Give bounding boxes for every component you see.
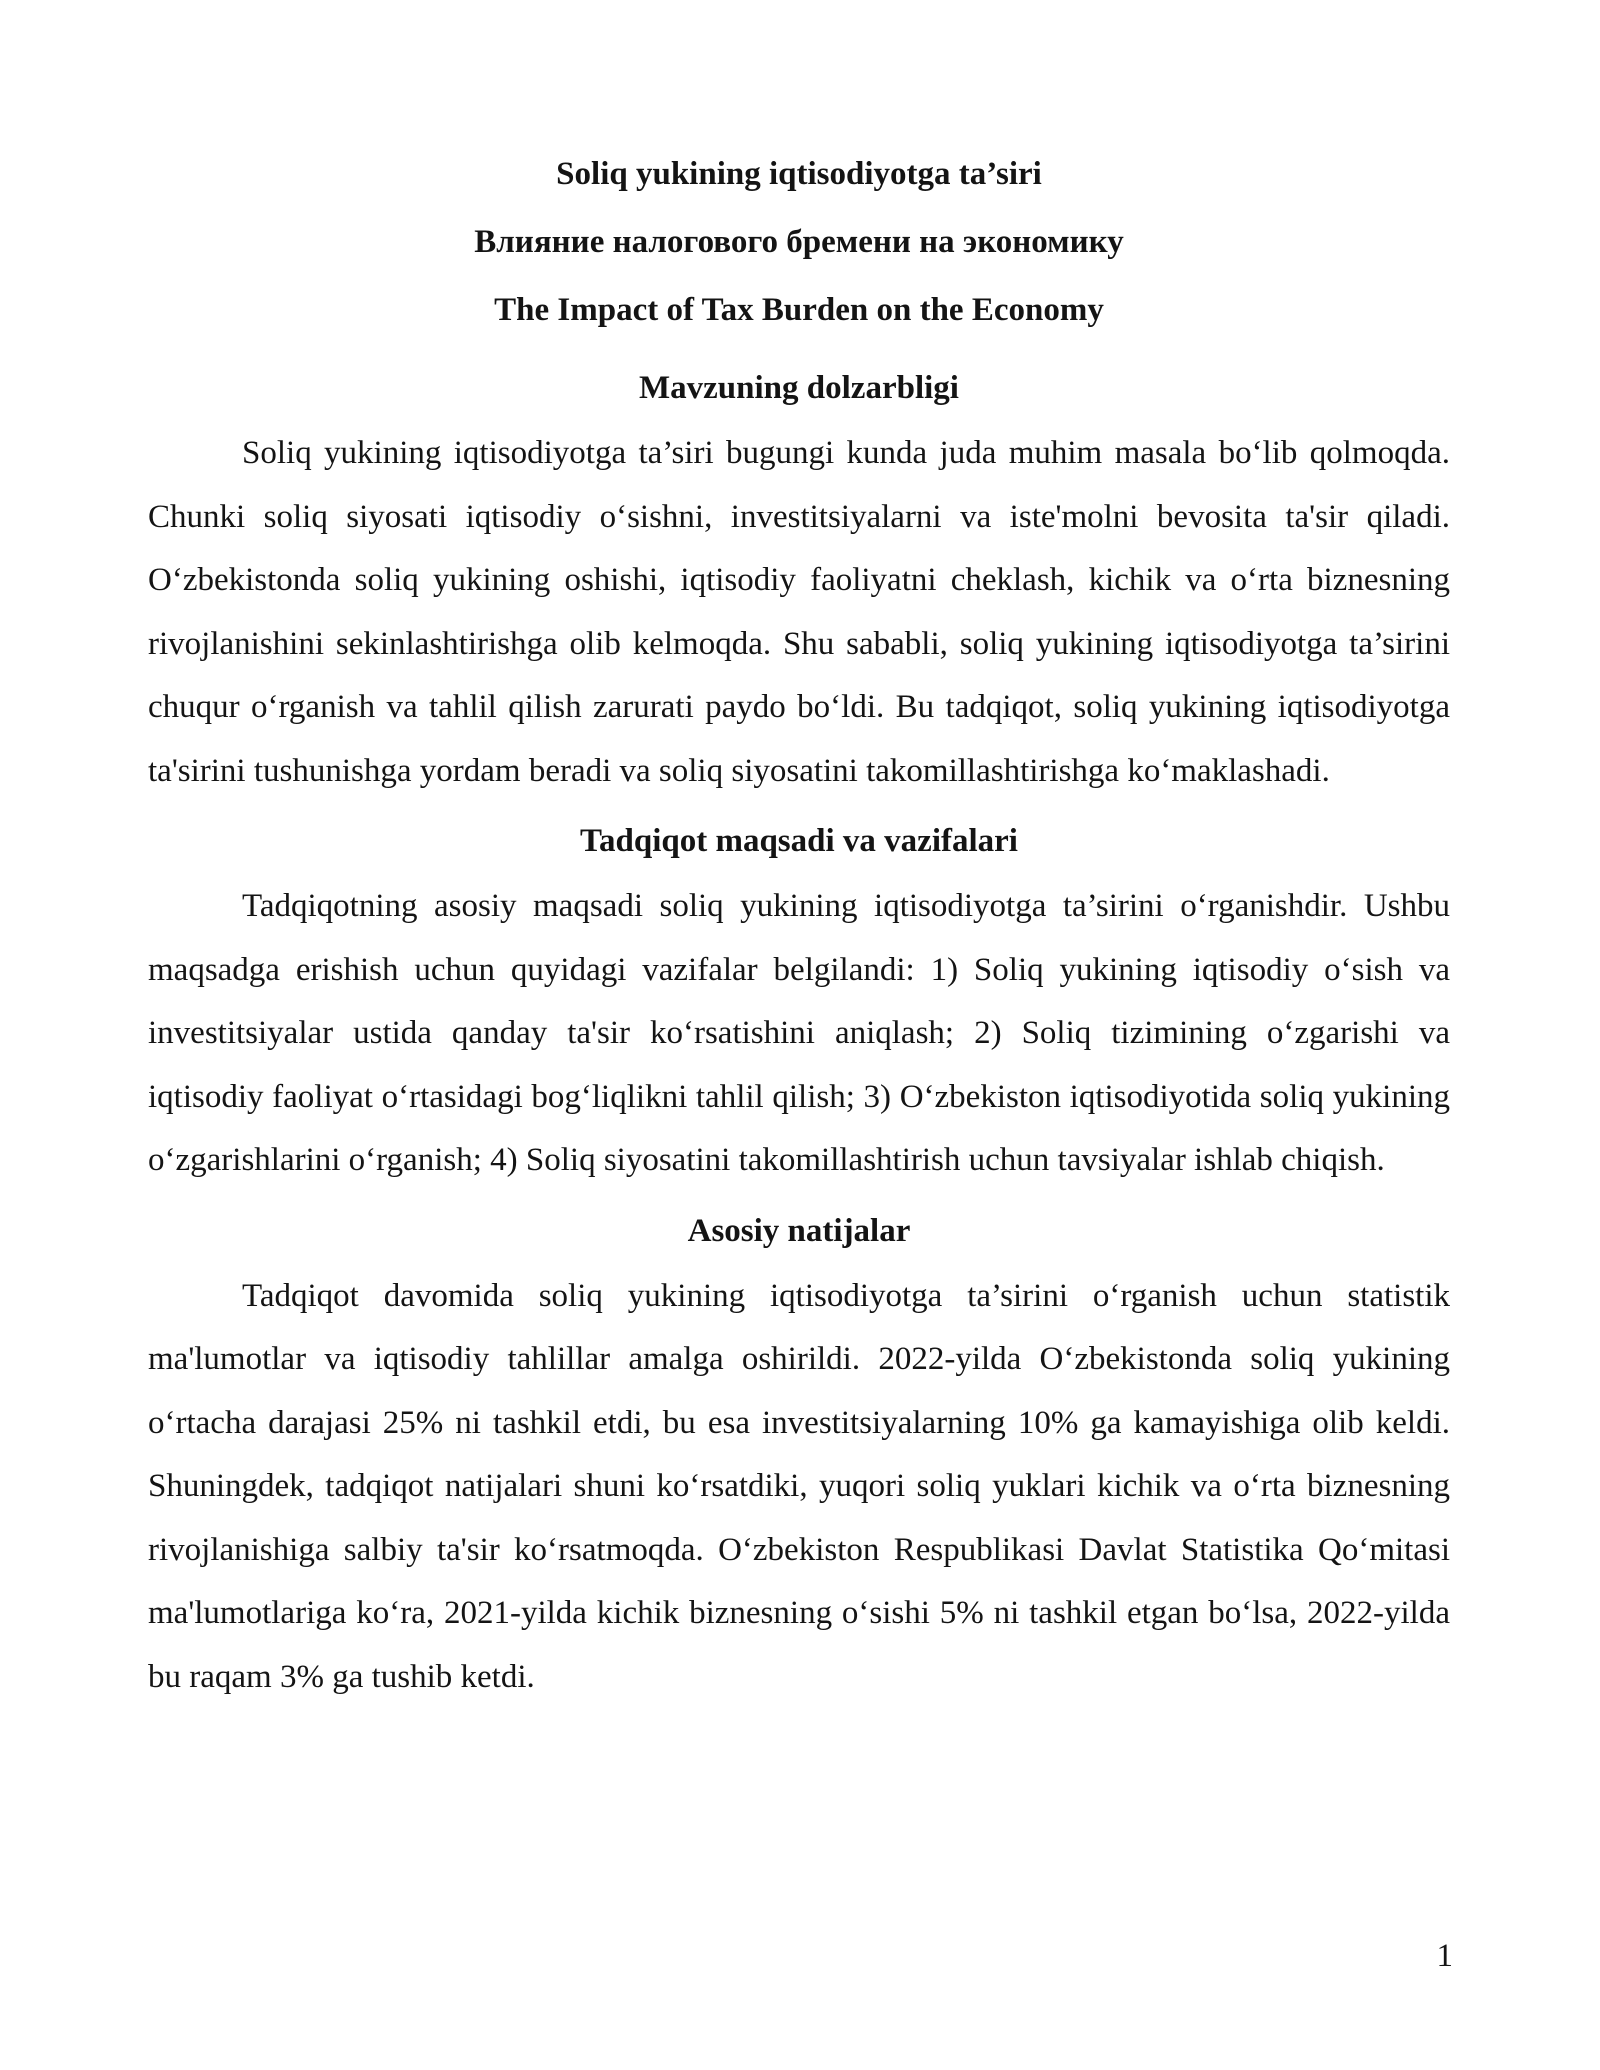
section-paragraph: Tadqiqot davomida soliq yukining iqtisodiyotga ta’sirini o‘rganish uchun statistik ma'lumotlar va iqtisodiy tahlillar amalga oshirildi. 2022-yilda O‘zbekistonda soliq yukining o‘rtacha darajasi 25% ni tashkil etdi, bu esa investitsiyalarning 10% ga kamayishiga olib keldi. Shuningdek, tadqiqot natijalari shuni ko‘rsatdiki, yuqori soliq yuklari kichik va o‘rta biznesning rivojlanishiga salbiy ta'sir ko‘rsatmoqda. O‘zbekiston Respublikasi Davlat Statistika Qo‘mitasi ma'lumotlariga ko‘ra, 2021-yilda kichik biznesning o‘sishi 5% ni tashkil etgan bo‘lsa, 2022-yilda bu raqam 3% ga tushib ketdi.: [148, 1277, 1450, 1695]
title-russian: Влияние налогового бремени на экономику: [474, 224, 1124, 260]
section-heading: Mavzuning dolzarbligi: [639, 370, 959, 406]
page-number: 1: [1436, 1938, 1453, 1974]
section-heading: Tadqiqot maqsadi va vazifalari: [580, 823, 1018, 859]
section-paragraph: Tadqiqotning asosiy maqsadi soliq yukining iqtisodiyotga ta’sirini o‘rganishdir. Ushbu maqsadga erishish uchun quyidagi vazifalar belgilandi: 1) Soliq yukining iqtisodiy o‘sish va investitsiyalar ustida qanday ta'sir ko‘rsatishini aniqlash; 2) Soliq tizimining o‘zgarishi va iqtisodiy faoliyat o‘rtasidagi bog‘liqlikni tahlil qilish; 3) O‘zbekiston iqtisodiyotida soliq yukining o‘zgarishlarini o‘rganish; 4) Soliq siyosatini takomillashtirish uchun tavsiyalar ishlab chiqish.: [148, 888, 1450, 1178]
section-goals: [148, 809, 1450, 1193]
title-english: The Impact of Tax Burden on the Economy: [494, 292, 1104, 328]
section-paragraph: Soliq yukining iqtisodiyotga ta’siri bugungi kunda juda muhim masala bo‘lib qolmoqda. Chunki soliq siyosati iqtisodiy o‘sishni, investitsiyalarni va iste'molni bevosita ta'sir qiladi. O‘zbekistonda soliq yukining oshishi, iqtisodiy faoliyatni cheklash, kichik va o‘rta biznesning rivojlanishini sekinlashtirishga olib kelmoqda. Shu sababli, soliq yukining iqtisodiyotga ta’sirini chuqur o‘rganish va tahlil qilish zarurati paydo bo‘ldi. Bu tadqiqot, soliq yukining iqtisodiyotga ta'sirini tushunishga yordam beradi va soliq siyosatini takomillashtirishga ko‘maklashadi.: [148, 435, 1450, 789]
document-page: [148, 140, 1450, 1715]
section-heading: Asosiy natijalar: [687, 1212, 911, 1249]
section-relevance: [148, 356, 1450, 803]
title-uzbek: Soliq yukining iqtisodiyotga ta’siri: [556, 156, 1042, 192]
section-results: [148, 1199, 1450, 1710]
